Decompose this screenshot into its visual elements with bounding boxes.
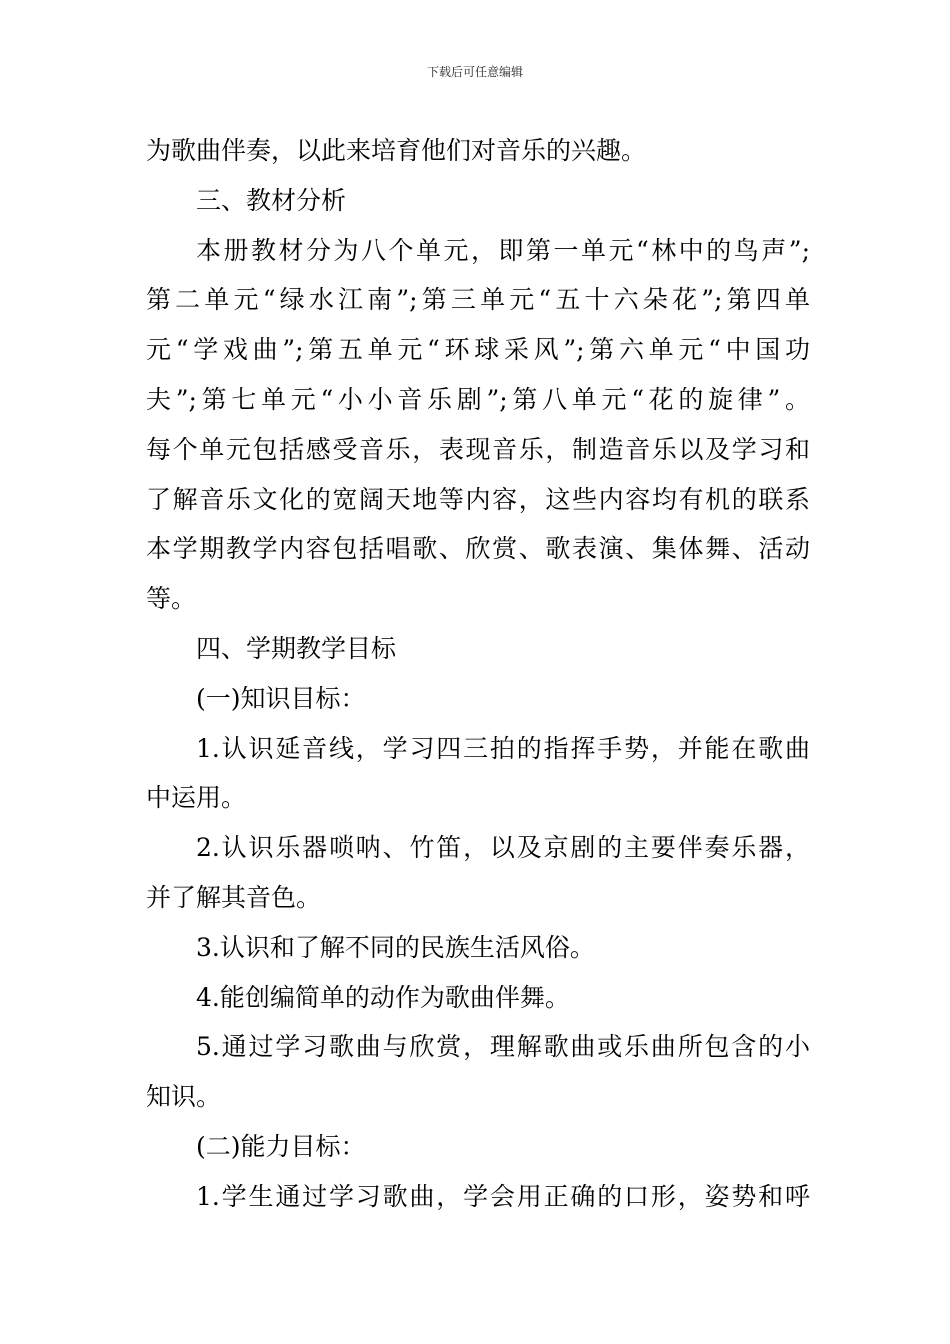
text-line: 了解音乐文化的宽阔天地等内容，这些内容均有机的联系 xyxy=(146,484,810,514)
text-line: 为歌曲伴奏，以此来培育他们对音乐的兴趣。 xyxy=(146,136,647,165)
text-line: 4.能创编简单的动作为歌曲伴舞。 xyxy=(196,982,570,1012)
text-line: 中运用。 xyxy=(146,783,247,813)
text-line: 元“学戏曲”;第五单元“环球采风”;第六单元“中国功 xyxy=(146,335,810,365)
text-line: 1.认识延音线，学习四三拍的指挥手势，并能在歌曲 xyxy=(196,733,810,763)
text-line: 3.认识和了解不同的民族生活风俗。 xyxy=(196,932,595,962)
text-line: 等。 xyxy=(146,584,197,614)
text-line: (二)能力目标： xyxy=(196,1131,366,1161)
text-line: 夫”;第七单元“小小音乐剧”;第八单元“花的旋律”。 xyxy=(146,384,810,414)
text-line: 1.学生通过学习歌曲，学会用正确的口形，姿势和呼 xyxy=(196,1181,810,1211)
page-header: 下载后可任意编辑 xyxy=(426,65,523,79)
text-line: 本册教材分为八个单元，即第一单元“林中的鸟声”; xyxy=(196,235,810,265)
document-body xyxy=(146,126,810,1222)
text-line: 四、学期教学目标 xyxy=(196,633,397,663)
text-line: 知识。 xyxy=(146,1082,222,1112)
text-line: 本学期教学内容包括唱歌、欣赏、歌表演、集体舞、活动 xyxy=(146,534,810,564)
text-line: (一)知识目标： xyxy=(196,683,366,713)
text-line: 每个单元包括感受音乐，表现音乐，制造音乐以及学习和 xyxy=(146,434,810,464)
text-line: 第二单元“绿水江南”;第三单元“五十六朵花”;第四单 xyxy=(146,285,810,315)
text-line: 并了解其音色。 xyxy=(146,882,322,912)
text-line: 三、教材分析 xyxy=(196,185,347,215)
text-line: 2.认识乐器唢呐、竹笛，以及京剧的主要伴奏乐器， xyxy=(196,833,810,863)
text-line: 5.通过学习歌曲与欣赏，理解歌曲或乐曲所包含的小 xyxy=(196,1032,810,1062)
